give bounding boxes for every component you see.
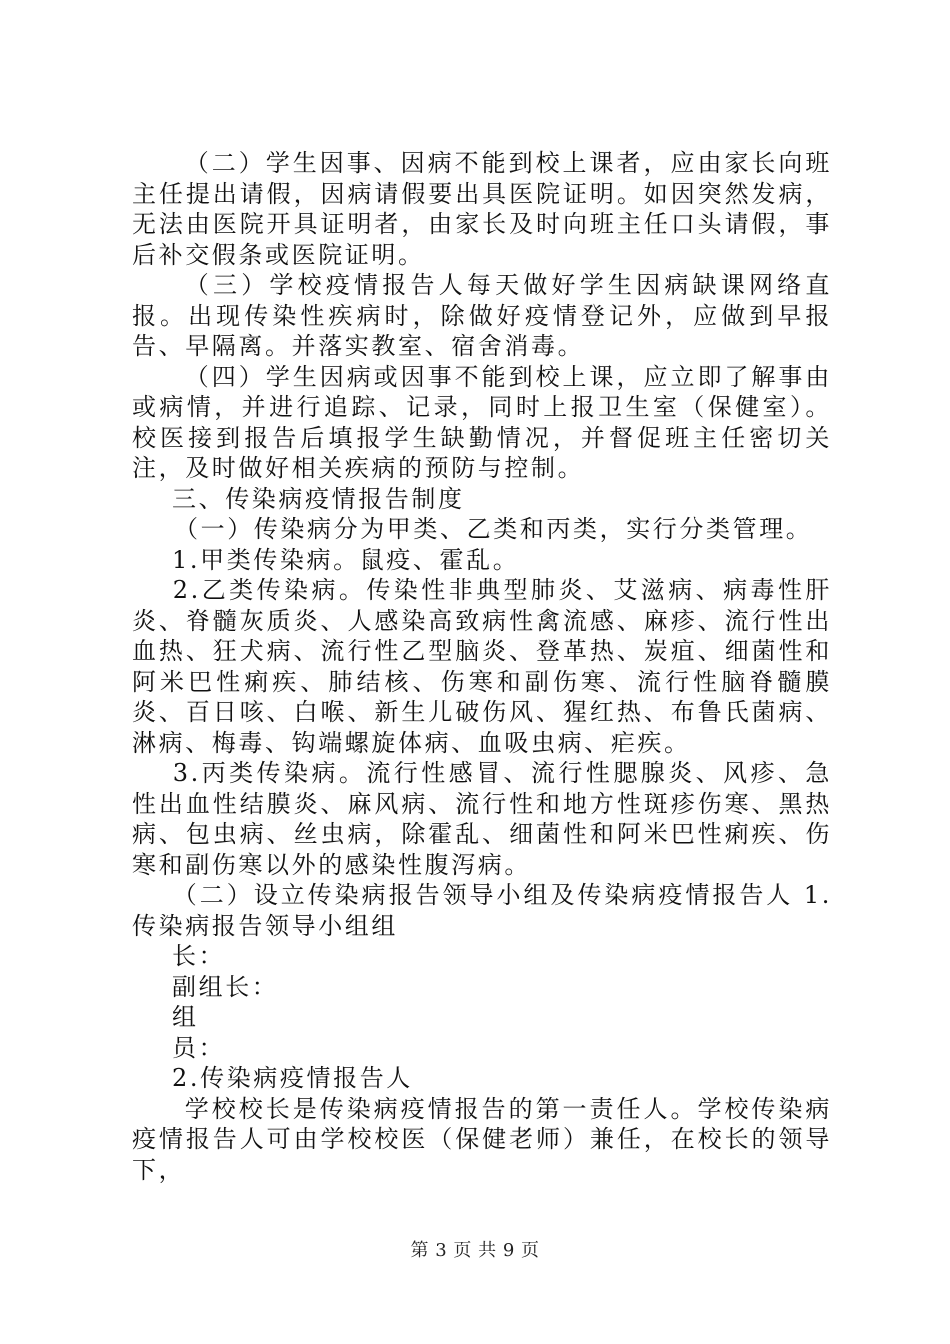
- paragraph-reporter-duty: 学校校长是传染病疫情报告的第一责任人。学校传染病疫情报告人可由学校校医（保健老师）兼任，在校长的领导下，: [132, 1094, 832, 1184]
- page-number-footer: 第 3 页 共 9 页: [410, 1240, 540, 1261]
- paragraph-epidemic-reporting: （三）学校疫情报告人每天做好学生因病缺课网络直报。出现传染性疾病时，除做好疫情登记外，应做到早报告、早隔离。并落实教室、宿舍消毒。: [132, 271, 832, 360]
- document-body: [132, 148, 832, 1185]
- paragraph-absence-tracking: （四）学生因病或因事不能到校上课，应立即了解事由或病情，并进行追踪、记录，同时上报卫生室（保健室）。校医接到报告后填报学生缺勤情况，并督促班主任密切关注，及时做好相关疾病的预防与控制。: [132, 362, 832, 482]
- member-label-part2: 员：: [172, 1033, 226, 1062]
- leader-label: 长：: [172, 942, 226, 970]
- paragraph-leadership-group: （二）设立传染病报告领导小组及传染病疫情报告人 1.传染病报告领导小组组: [132, 881, 832, 940]
- member-label-part1: 组: [172, 1003, 199, 1031]
- deputy-leader-label: 副组长：: [172, 972, 279, 1001]
- paragraph-class-b: 2.乙类传染病。传染性非典型肺炎、艾滋病、病毒性肝炎、脊髓灰质炎、人感染高致病性禽流感、麻疹、流行性出血热、狂犬病、流行性乙型脑炎、登革热、炭疽、细菌性和阿米巴性痢疾、肺结核、伤寒和副伤寒、流行性脑脊髓膜炎、百日咳、白喉、新生儿破伤风、猩红热、布鲁氏菌病、淋病、梅毒、钩端螺旋体病、血吸虫病、疟疾。: [132, 576, 832, 757]
- paragraph-reporter-heading: 2.传染病疫情报告人: [172, 1064, 413, 1092]
- paragraph-classification: （一）传染病分为甲类、乙类和丙类，实行分类管理。: [174, 515, 813, 543]
- paragraph-class-c: 3.丙类传染病。流行性感冒、流行性腮腺炎、风疹、急性出血性结膜炎、麻风病、流行性和地方性斑疹伤寒、黑热病、包虫病、丝虫病，除霍乱、细菌性和阿米巴性痢疾、伤寒和副伤寒以外的感染性腹泻病。: [132, 759, 832, 879]
- paragraph-leave-request: （二）学生因事、因病不能到校上课者，应由家长向班主任提出请假，因病请假要出具医院证明。如因突然发病，无法由医院开具证明者，由家长及时向班主任口头请假，事后补交假条或医院证明。: [132, 149, 832, 269]
- paragraph-class-a: 1.甲类传染病。鼠疫、霍乱。: [172, 545, 520, 574]
- section-heading: 三、传染病疫情报告制度: [172, 484, 465, 513]
